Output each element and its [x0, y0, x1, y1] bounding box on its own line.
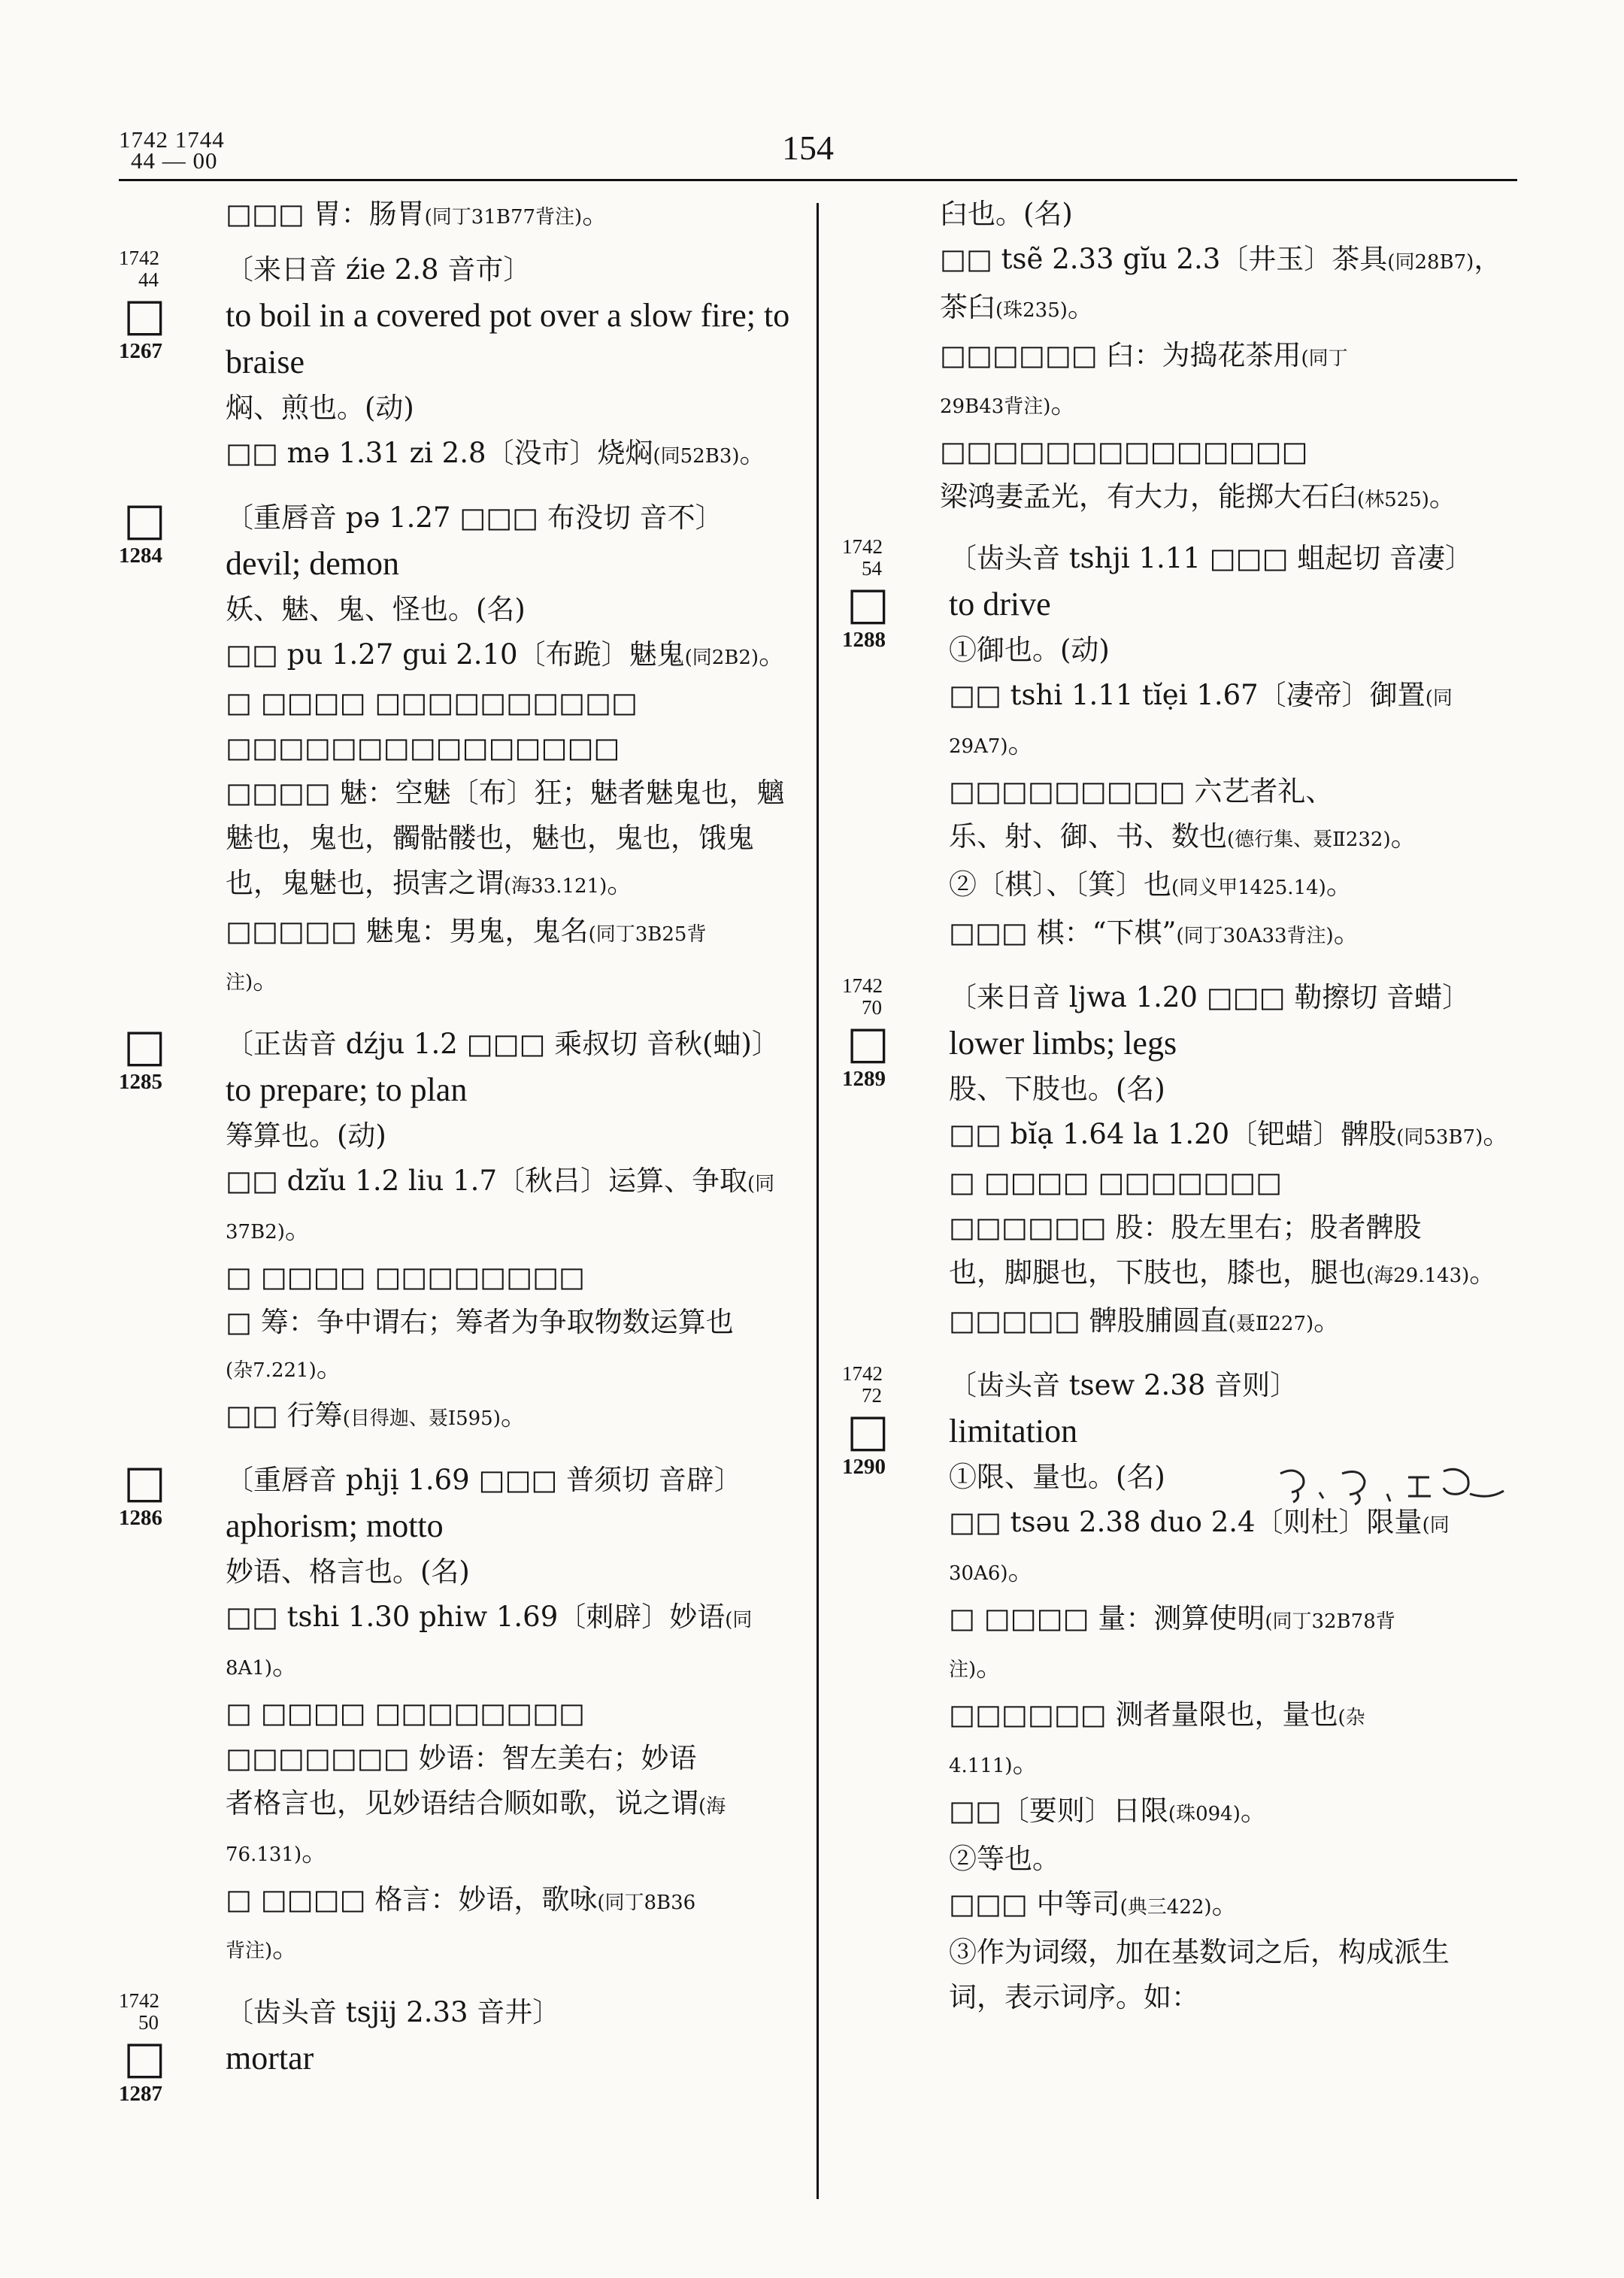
entry-number: 1289 [842, 1067, 886, 1091]
tangut-glyph: □ [847, 1016, 889, 1069]
entry-number: 1288 [842, 628, 886, 652]
entry-margin [842, 1363, 932, 1479]
entry-line: 〔重唇音 phjị 1.69 □□□ 普须切 音辟〕 [226, 1464, 742, 1496]
entry-margin [119, 247, 209, 363]
entry-line: □□〔要则〕日限(珠094)。 [949, 1795, 1268, 1827]
entry-subcode: 70 [862, 996, 882, 1019]
entry-line: 者格言也，见妙语结合顺如歌，说之谓(海 [226, 1787, 726, 1819]
column-divider [817, 203, 819, 2199]
entry-line: 〔来日音 źie 2.8 音市〕 [226, 253, 532, 286]
english-gloss: aphorism; motto [226, 1507, 444, 1544]
header-codes-top: 1742 1744 [119, 126, 225, 153]
entry-code: 1742 [842, 1362, 883, 1385]
entry-line: □□ tshi 1.30 phiw 1.69〔刺辟〕妙语(同8A1)。 [226, 1601, 753, 1681]
left-entry-1285 [119, 1019, 809, 1441]
entry-line: 〔正齿音 dźju 1.2 □□□ 乘叔切 音秋(蚰)〕 [226, 1028, 780, 1060]
entry-margin [119, 1990, 209, 2106]
entry-subcode: 44 [138, 268, 159, 291]
entry-number: 1284 [119, 544, 162, 568]
entry-line: ①御也。(动) [949, 634, 1110, 666]
entry-line: □□□□□□□□□□□□□□□ [226, 732, 620, 764]
tangut-glyph: □ [123, 1019, 166, 1072]
tangut-glyph: □ [123, 289, 166, 341]
entry-line: □□□ 棋：“下棋”(同丁30A33背注)。 [949, 916, 1362, 949]
right-entry-1289 [842, 975, 1534, 1347]
entry-subcode: 72 [862, 1384, 882, 1407]
entry-line: 〔齿头音 tsew 2.38 音则〕 [949, 1369, 1298, 1401]
entry-line: □□□□□□ 测者量限也，量也(杂 [949, 1698, 1365, 1731]
entry-line: 魅也，鬼也，髑骷髅也，魅也，鬼也，饿鬼 [226, 822, 754, 854]
entry-code: 1742 [842, 974, 883, 997]
entry-body [226, 1990, 809, 2082]
left-entry-1287 [119, 1990, 809, 2163]
handwritten-tibetan-note [1274, 1462, 1522, 1507]
english-gloss: to boil in a covered pot over a slow fire; to [226, 297, 790, 334]
entry-body [226, 495, 809, 1005]
entry-line: □□ 行筹(目得迦、聂Ⅰ595)。 [226, 1399, 529, 1431]
entry-line: 〔齿头音 tsjij 2.33 音井〕 [226, 1996, 561, 2028]
entry-line: (杂7.221)。 [226, 1351, 344, 1383]
entry-line: 也，鬼魅也，损害之谓(海33.121)。 [226, 867, 635, 899]
right-continuation [940, 192, 1534, 523]
entry-number: 1287 [119, 2082, 162, 2106]
entry-line: 〔来日音 ljwa 1.20 □□□ 勒擦切 音蜡〕 [949, 981, 1471, 1013]
entry-margin [119, 1458, 209, 1530]
right-column [842, 192, 1534, 2252]
entry-line: 妙语、格言也。(名) [226, 1556, 470, 1588]
entry-number: 1290 [842, 1455, 886, 1479]
entry-line: □□ bĭạ 1.64 la 1.20〔钯蜡〕髀股(同53B7)。 [949, 1118, 1511, 1150]
left-column [119, 192, 809, 2252]
entry-line: □ □□□□ □□□□□□□□ [226, 1697, 585, 1729]
entry-line: □□ pu 1.27 gui 2.10〔布跪〕魅鬼(同2B2)。 [226, 638, 787, 671]
continuation-line: □□□□□□□□□□□□□□ [940, 435, 1308, 468]
entry-number: 1285 [119, 1070, 162, 1094]
entry-line: ②等也。 [949, 1843, 1060, 1875]
continuation-line: 梁鸿妻孟光，有大力，能掷大石臼(林525)。 [940, 480, 1457, 513]
entry-line: 筹算也。(动) [226, 1119, 386, 1152]
entry-margin [119, 495, 209, 568]
page-number: 154 [782, 129, 834, 167]
entry-code: 1742 [842, 535, 883, 558]
entry-line: 〔齿头音 tshji 1.11 □□□ 蛆起切 音凄〕 [949, 542, 1474, 574]
continuation-line: □□□ 胃：肠胃(同丁31B77背注)。 [226, 198, 611, 230]
entry-line: 76.131)。 [226, 1835, 330, 1868]
entry-line: □□□□□ 魅鬼：男鬼，鬼名(同丁3B25背 [226, 915, 707, 947]
entry-margin [119, 1019, 209, 1094]
entry-line: □ 筹：争中谓右；筹者为争取物数运算也 [226, 1306, 734, 1338]
entry-line: 〔重唇音 pə 1.27 □□□ 布没切 音不〕 [226, 501, 723, 534]
entry-line: □ □□□□ 量：测算使明(同丁32B78背 [949, 1602, 1395, 1634]
entry-body [949, 975, 1534, 1347]
entry-line: 注)。 [226, 963, 281, 995]
entry-line: □ □□□□ □□□□□□□ [949, 1166, 1283, 1198]
entry-number: 1267 [119, 339, 162, 363]
left-entry-1267 [119, 247, 809, 479]
entry-line: □ □□□□ 格言：妙语，歌咏(同丁8B36 [226, 1883, 696, 1916]
left-entry-1284 [119, 495, 809, 1005]
english-gloss: mortar [226, 2040, 314, 2077]
right-entry-1288 [842, 536, 1534, 959]
entry-line: 29A7)。 [949, 727, 1036, 759]
right-entries [842, 536, 1534, 2020]
entry-body [949, 536, 1534, 959]
entry-subcode: 50 [138, 2011, 159, 2034]
entry-line: □ □□□□ □□□□□□□□ [226, 1261, 585, 1293]
left-entry-1286 [119, 1458, 809, 1974]
entry-line: □□□□□□□□□ 六艺者礼、 [949, 775, 1334, 807]
continuation-line: □□□□□□ 臼：为捣花茶用(同丁 [940, 339, 1348, 371]
entry-body [226, 247, 809, 479]
entry-line: □□□□□ 髀股脯圆直(聂Ⅱ227)。 [949, 1304, 1342, 1337]
entry-line: 词，表示词序。如： [949, 1981, 1199, 2013]
english-gloss: devil; demon [226, 545, 399, 582]
left-entries [119, 247, 809, 2163]
entry-line: □□ tsəu 2.38 duo 2.4〔则杜〕限量(同 [949, 1506, 1450, 1538]
entry-line: □□ mə 1.31 zi 2.8〔没市〕烧焖(同52B3)。 [226, 437, 768, 469]
continuation-line: □□ tsẽ 2.33 gĭu 2.3〔井玉〕茶具(同28B7)， [940, 243, 1502, 275]
entry-line: □□ dzĭu 1.2 liu 1.7〔秋吕〕运算、争取(同 [226, 1165, 775, 1197]
english-gloss: limitation [949, 1413, 1078, 1449]
entry-line: □□□□ 魅：空魅〔布〕狂；魅者魅鬼也，魑 [226, 777, 785, 809]
entry-line: ③作为词缀，加在基数词之后，构成派生 [949, 1936, 1450, 1968]
entry-line: 注)。 [949, 1650, 1004, 1683]
entry-line: ②〔棋〕、〔箕〕也(同义甲1425.14)。 [949, 868, 1354, 901]
tangut-glyph: □ [123, 2031, 166, 2084]
english-gloss: braise [226, 344, 305, 380]
english-gloss: lower limbs; legs [949, 1025, 1177, 1062]
tangut-glyph: □ [123, 493, 166, 546]
entry-body [226, 1022, 809, 1441]
entry-number: 1286 [119, 1506, 162, 1530]
english-gloss: to prepare; to plan [226, 1071, 468, 1108]
entry-code: 1742 [119, 1989, 159, 2012]
continuation-line: 茶臼(珠235)。 [940, 291, 1095, 323]
entry-margin [842, 536, 932, 652]
entry-line: 也，脚腿也，下肢也，膝也，腿也(海29.143)。 [949, 1256, 1498, 1289]
continuation-line: 29B43背注)。 [940, 387, 1079, 420]
entry-line: 妖、魅、鬼、怪也。(名) [226, 593, 526, 626]
entry-line: 股、下肢也。(名) [949, 1073, 1165, 1105]
entry-line: 焖、煎也。(动) [226, 392, 414, 424]
entry-line: □□ tshi 1.11 tĭẹi 1.67〔凄帝〕御置(同 [949, 679, 1453, 711]
entry-subcode: 54 [862, 557, 882, 580]
entry-line: □□□□□□ 股：股左里右；股者髀股 [949, 1211, 1422, 1244]
header-codes-bottom: 44 — 00 [131, 147, 218, 174]
entry-line: 30A6)。 [949, 1554, 1036, 1586]
tangut-glyph: □ [847, 577, 889, 630]
header-codes [119, 126, 225, 174]
english-gloss: to drive [949, 586, 1051, 623]
entry-line: 37B2)。 [226, 1213, 313, 1245]
entry-margin [842, 975, 932, 1091]
entry-body [226, 1458, 809, 1974]
header-rule [119, 179, 1517, 181]
entry-line: □ □□□□ □□□□□□□□□□ [226, 686, 638, 719]
entry-line: □□□ 中等司(典三422)。 [949, 1888, 1240, 1920]
entry-line: 背注)。 [226, 1931, 301, 1964]
entry-line: ①限、量也。(名) [949, 1461, 1165, 1493]
entry-line: 乐、射、御、书、数也(德行集、聂Ⅱ232)。 [949, 820, 1419, 853]
tangut-glyph: □ [123, 1456, 166, 1508]
tangut-glyph: □ [847, 1404, 889, 1457]
entry-line: □□□□□□□ 妙语：智左美右；妙语 [226, 1742, 697, 1774]
entry-line: 4.111)。 [949, 1746, 1041, 1779]
continuation-line: 臼也。(名) [940, 198, 1073, 230]
entry-code: 1742 [119, 247, 159, 269]
